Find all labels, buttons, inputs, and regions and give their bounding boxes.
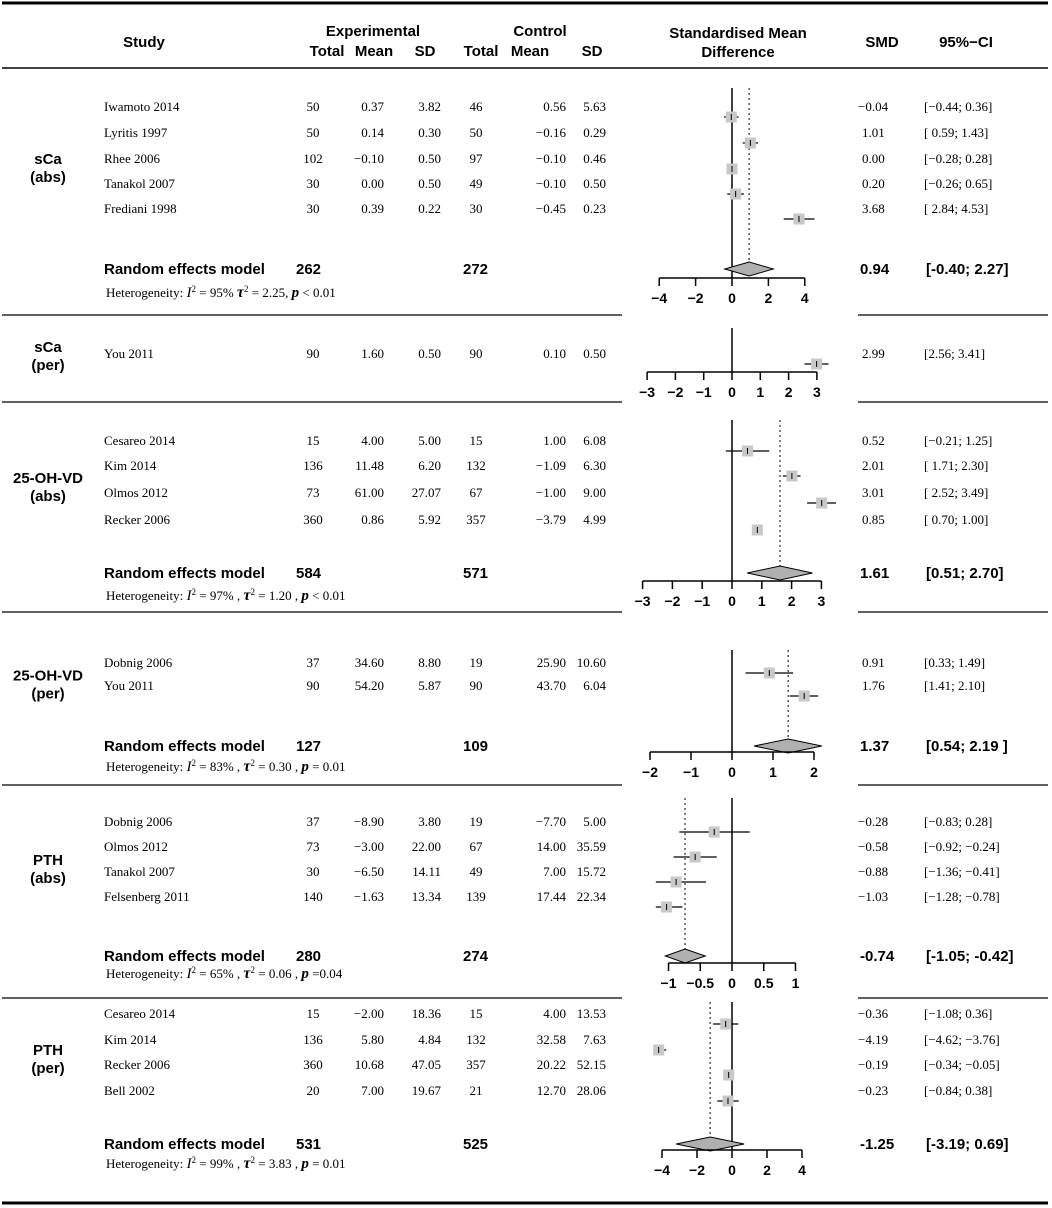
study-smd: 1.76 <box>862 678 885 693</box>
study-ci: [−1.36; −0.41] <box>924 864 1000 879</box>
study-name: Kim 2014 <box>104 458 157 473</box>
section-label: sCa <box>34 151 62 168</box>
ctl-sd: 6.08 <box>583 433 606 448</box>
heterogeneity: Heterogeneity: $I^2 = 65\%$ , $\tau^2 = 0.06$ , p =0.04 <box>106 965 343 982</box>
ctl-mean: −7.70 <box>535 814 566 829</box>
ctl-total: 357 <box>466 1057 486 1072</box>
exp-mean: 0.37 <box>361 99 384 114</box>
exp-mean: 61.00 <box>354 485 384 500</box>
study-name: Olmos 2012 <box>104 485 168 500</box>
pooled-diamond <box>754 739 822 753</box>
ctl-total: 97 <box>469 151 483 166</box>
study-smd: −0.58 <box>858 839 889 854</box>
header-exp-sd: SD <box>414 43 436 60</box>
exp-total: 73 <box>306 839 320 854</box>
exp-total: 15 <box>306 433 320 448</box>
ctl-total: 19 <box>469 814 483 829</box>
ctl-mean: −0.45 <box>535 201 566 216</box>
header-smd-title-2: Difference <box>701 44 775 61</box>
exp-sd: 5.00 <box>418 433 441 448</box>
study-name: Recker 2006 <box>104 1057 171 1072</box>
random-exp-total: 262 <box>296 261 322 278</box>
header-study: Study <box>123 34 165 51</box>
ctl-mean: 12.70 <box>536 1083 566 1098</box>
ctl-mean: 43.70 <box>536 678 566 693</box>
pooled-diamond <box>676 1137 744 1151</box>
x-tick-label: 0 <box>728 593 736 609</box>
ctl-mean: 0.56 <box>543 99 566 114</box>
study-smd: −0.36 <box>858 1006 889 1021</box>
section-sublabel: (abs) <box>30 488 66 505</box>
x-tick-label: 3 <box>817 593 826 609</box>
exp-mean: 1.60 <box>361 346 384 361</box>
random-smd: -0.74 <box>860 948 895 965</box>
exp-sd: 4.84 <box>418 1032 441 1047</box>
study-name: Recker 2006 <box>104 512 171 527</box>
exp-mean: −8.90 <box>353 814 384 829</box>
x-tick-label: 4 <box>800 290 809 306</box>
ctl-total: 67 <box>469 485 483 500</box>
random-exp-total: 584 <box>296 565 322 582</box>
study-name: Felsenberg 2011 <box>104 889 190 904</box>
study-ci: [−0.92; −0.24] <box>924 839 1000 854</box>
ctl-sd: 52.15 <box>576 1057 606 1072</box>
study-smd: 1.01 <box>862 125 885 140</box>
study-smd: −0.88 <box>858 864 889 879</box>
section-label: sCa <box>34 339 62 356</box>
study-ci: [−1.28; −0.78] <box>924 889 1000 904</box>
section-sublabel: (per) <box>31 357 65 374</box>
random-exp-total: 127 <box>296 738 322 755</box>
header-ci: 95%−CI <box>939 34 993 51</box>
study-name: You 2011 <box>104 346 154 361</box>
study-name: Iwamoto 2014 <box>104 99 180 114</box>
study-name: Tanakol 2007 <box>104 176 175 191</box>
study-ci: [ 0.70; 1.00] <box>924 512 989 527</box>
exp-sd: 0.50 <box>418 346 441 361</box>
x-tick-label: 0 <box>728 290 736 306</box>
ctl-mean: 17.44 <box>536 889 566 904</box>
study-name: Cesareo 2014 <box>104 1006 176 1021</box>
section-label: PTH <box>33 852 63 869</box>
x-tick-label: −1 <box>683 764 699 780</box>
header-experimental: Experimental <box>325 23 421 40</box>
exp-mean: 4.00 <box>361 433 384 448</box>
ctl-sd: 5.00 <box>583 814 606 829</box>
ctl-total: 67 <box>469 839 483 854</box>
ctl-total: 357 <box>466 512 486 527</box>
study-ci: [ 0.59; 1.43] <box>924 125 989 140</box>
exp-total: 136 <box>303 1032 323 1047</box>
x-tick-label: 0 <box>728 384 736 400</box>
header-ctl-sd: SD <box>581 43 603 60</box>
random-ctl-total: 272 <box>463 261 489 278</box>
exp-sd: 13.34 <box>411 889 441 904</box>
exp-mean: 0.86 <box>361 512 384 527</box>
x-tick-label: −2 <box>667 384 684 400</box>
ctl-mean: 14.00 <box>536 839 566 854</box>
study-ci: [ 2.52; 3.49] <box>924 485 989 500</box>
ctl-total: 49 <box>469 176 483 191</box>
study-ci: [1.41; 2.10] <box>924 678 986 693</box>
x-tick-label: 1 <box>756 384 765 400</box>
exp-total: 15 <box>306 1006 320 1021</box>
exp-mean: 10.68 <box>354 1057 384 1072</box>
ctl-sd: 4.99 <box>583 512 606 527</box>
x-tick-label: 4 <box>798 1162 806 1178</box>
ctl-mean: −0.10 <box>535 151 566 166</box>
study-smd: −0.19 <box>858 1057 889 1072</box>
study-name: Kim 2014 <box>104 1032 157 1047</box>
random-ctl-total: 274 <box>463 948 489 965</box>
ctl-total: 132 <box>466 1032 486 1047</box>
study-smd: 3.01 <box>862 485 885 500</box>
exp-total: 140 <box>303 889 323 904</box>
exp-total: 73 <box>306 485 320 500</box>
heterogeneity: Heterogeneity: $I^2 = 97\%$ , $\tau^2 = 1.20$ , p < 0.01 <box>106 587 346 604</box>
exp-sd: 14.11 <box>412 864 441 879</box>
study-smd: 2.99 <box>862 346 885 361</box>
ctl-sd: 5.63 <box>583 99 606 114</box>
ctl-mean: 7.00 <box>543 864 566 879</box>
exp-sd: 5.87 <box>418 678 441 693</box>
x-tick-label: 0.5 <box>754 975 774 991</box>
exp-mean: 0.14 <box>361 125 384 140</box>
exp-mean: 0.00 <box>361 176 384 191</box>
study-name: Tanakol 2007 <box>104 864 175 879</box>
ctl-sd: 6.30 <box>583 458 606 473</box>
exp-sd: 5.92 <box>418 512 441 527</box>
study-ci: [−4.62; −3.76] <box>924 1032 1000 1047</box>
x-tick-label: 0 <box>728 975 736 991</box>
x-tick-label: −3 <box>639 384 656 400</box>
exp-sd: 0.50 <box>418 151 441 166</box>
random-exp-total: 531 <box>296 1136 322 1153</box>
ctl-total: 21 <box>469 1083 483 1098</box>
study-name: Lyritis 1997 <box>104 125 168 140</box>
study-ci: [−0.21; 1.25] <box>924 433 993 448</box>
random-ci: [-0.40; 2.27] <box>926 261 1009 278</box>
section-label: 25-OH-VD <box>12 470 84 487</box>
study-smd: −0.04 <box>858 99 889 114</box>
random-ci: [0.54; 2.19 ] <box>926 738 1008 755</box>
ctl-sd: 7.63 <box>583 1032 606 1047</box>
exp-mean: 54.20 <box>354 678 384 693</box>
study-name: Cesareo 2014 <box>104 433 176 448</box>
study-ci: [−0.28; 0.28] <box>924 151 993 166</box>
ctl-sd: 0.46 <box>583 151 606 166</box>
random-smd: -1.25 <box>860 1136 895 1153</box>
ctl-sd: 28.06 <box>576 1083 606 1098</box>
exp-total: 37 <box>306 814 320 829</box>
ctl-sd: 35.59 <box>576 839 606 854</box>
ctl-mean: −1.00 <box>535 485 566 500</box>
x-tick-label: −1 <box>694 593 711 609</box>
ctl-mean: 0.10 <box>543 346 566 361</box>
study-ci: [0.33; 1.49] <box>924 655 986 670</box>
x-tick-label: −1 <box>695 384 712 400</box>
study-name: Frediani 1998 <box>104 201 177 216</box>
exp-total: 136 <box>303 458 323 473</box>
exp-sd: 27.07 <box>411 485 441 500</box>
exp-total: 30 <box>306 864 320 879</box>
random-ci: [-3.19; 0.69] <box>926 1136 1009 1153</box>
random-smd: 1.61 <box>860 565 890 582</box>
ctl-total: 15 <box>469 1006 483 1021</box>
header-exp-total: Total <box>309 43 345 60</box>
ctl-sd: 6.04 <box>583 678 606 693</box>
exp-mean: −3.00 <box>353 839 384 854</box>
ctl-total: 49 <box>469 864 483 879</box>
random-smd: 1.37 <box>860 738 890 755</box>
exp-total: 37 <box>306 655 320 670</box>
section-label: PTH <box>33 1042 63 1059</box>
ctl-sd: 0.50 <box>583 176 606 191</box>
heterogeneity: Heterogeneity: $I^2 = 95\%$ $\tau^2 = 2.25$, p < 0.01 <box>106 284 336 301</box>
study-name: Rhee 2006 <box>104 151 160 166</box>
x-tick-label: 1 <box>757 593 766 609</box>
ctl-sd: 9.00 <box>583 485 606 500</box>
ctl-total: 46 <box>469 99 483 114</box>
study-smd: −1.03 <box>858 889 889 904</box>
section-sublabel: (abs) <box>30 169 66 186</box>
exp-mean: −0.10 <box>353 151 384 166</box>
study-ci: [−0.34; −0.05] <box>924 1057 1000 1072</box>
study-name: Dobnig 2006 <box>104 814 173 829</box>
x-tick-label: 3 <box>813 384 821 400</box>
exp-sd: 3.80 <box>418 814 441 829</box>
random-ci: [0.51; 2.70] <box>926 565 1004 582</box>
x-tick-label: 2 <box>763 1162 771 1178</box>
ctl-total: 90 <box>469 346 483 361</box>
section-label: 25-OH-VD <box>12 667 84 685</box>
heterogeneity: Heterogeneity: $I^2 = 83\%$ , $\tau^2 = 0.30$ , p = 0.01 <box>106 758 346 775</box>
study-name: You 2011 <box>104 678 154 693</box>
exp-sd: 8.80 <box>418 655 441 670</box>
exp-mean: −2.00 <box>353 1006 384 1021</box>
ctl-sd: 15.72 <box>576 864 606 879</box>
ctl-sd: 0.50 <box>583 346 606 361</box>
pooled-diamond <box>747 566 812 580</box>
study-smd: 2.01 <box>862 458 885 473</box>
heterogeneity: Heterogeneity: $I^2 = 99\%$ , $\tau^2 = 3.83$ , p = 0.01 <box>106 1155 346 1172</box>
ctl-mean: 20.22 <box>536 1057 566 1072</box>
header-ctl-total: Total <box>463 43 499 60</box>
header-control: Control <box>513 23 567 40</box>
study-smd: 0.85 <box>862 512 885 527</box>
random-exp-total: 280 <box>296 948 322 965</box>
exp-sd: 0.30 <box>418 125 441 140</box>
random-ctl-total: 109 <box>463 738 489 755</box>
x-tick-label: −2 <box>687 290 704 306</box>
random-label: Random effects model <box>104 738 265 755</box>
study-smd: 0.00 <box>862 151 885 166</box>
study-ci: [−0.44; 0.36] <box>924 99 993 114</box>
ctl-total: 139 <box>466 889 486 904</box>
study-smd: −0.28 <box>858 814 889 829</box>
ctl-total: 90 <box>469 678 483 693</box>
ctl-sd: 0.29 <box>583 125 606 140</box>
sections-group <box>2 88 1048 1178</box>
study-ci: [−0.84; 0.38] <box>924 1083 993 1098</box>
study-smd: 0.20 <box>862 176 885 191</box>
exp-total: 30 <box>306 176 320 191</box>
x-tick-label: 2 <box>764 290 773 306</box>
x-tick-label: −0.5 <box>686 975 715 991</box>
ctl-total: 15 <box>469 433 483 448</box>
x-tick-label: 2 <box>787 593 796 609</box>
ctl-sd: 13.53 <box>576 1006 606 1021</box>
exp-mean: 7.00 <box>361 1083 384 1098</box>
x-tick-label: 1 <box>791 975 800 991</box>
random-label: Random effects model <box>104 948 265 965</box>
ctl-sd: 22.34 <box>576 889 606 904</box>
exp-total: 50 <box>306 99 320 114</box>
random-ctl-total: 525 <box>463 1136 489 1153</box>
study-ci: [2.56; 3.41] <box>924 346 986 361</box>
exp-total: 50 <box>306 125 320 140</box>
ctl-mean: 1.00 <box>543 433 566 448</box>
random-label: Random effects model <box>104 261 265 278</box>
header-smd: SMD <box>865 34 899 51</box>
exp-sd: 0.50 <box>418 176 441 191</box>
exp-mean: −1.63 <box>353 889 384 904</box>
exp-total: 102 <box>303 151 323 166</box>
study-smd: 0.52 <box>862 433 885 448</box>
exp-mean: 11.48 <box>355 458 384 473</box>
x-tick-label: −4 <box>651 290 668 306</box>
ctl-mean: −0.10 <box>535 176 566 191</box>
header-exp-mean: Mean <box>354 43 394 60</box>
exp-sd: 22.00 <box>411 839 441 854</box>
header-ctl-mean: Mean <box>510 43 550 60</box>
exp-mean: −6.50 <box>353 864 384 879</box>
study-name: Dobnig 2006 <box>104 655 173 670</box>
study-ci: [−0.26; 0.65] <box>924 176 993 191</box>
study-ci: [ 1.71; 2.30] <box>924 458 989 473</box>
x-tick-label: −2 <box>642 764 658 780</box>
exp-sd: 18.36 <box>411 1006 441 1021</box>
x-tick-label: −4 <box>654 1162 670 1178</box>
section-sublabel: (abs) <box>30 870 66 887</box>
x-tick-label: −2 <box>689 1162 705 1178</box>
study-name: Olmos 2012 <box>104 839 168 854</box>
random-label: Random effects model <box>104 1136 265 1153</box>
ctl-mean: 32.58 <box>536 1032 566 1047</box>
exp-total: 20 <box>306 1083 320 1098</box>
ctl-mean: 25.90 <box>536 655 566 670</box>
x-tick-label: 2 <box>784 384 793 400</box>
random-label: Random effects model <box>104 565 265 582</box>
x-tick-label: 0 <box>728 764 736 780</box>
exp-total: 360 <box>303 512 323 527</box>
study-smd: 3.68 <box>862 201 885 216</box>
ctl-mean: −3.79 <box>535 512 566 527</box>
ctl-mean: −0.16 <box>535 125 566 140</box>
exp-total: 90 <box>306 346 320 361</box>
random-ci: [-1.05; -0.42] <box>926 948 1014 965</box>
study-ci: [ 2.84; 4.53] <box>924 201 989 216</box>
exp-sd: 47.05 <box>411 1057 441 1072</box>
ctl-total: 19 <box>469 655 483 670</box>
x-tick-label: −2 <box>664 593 681 609</box>
exp-sd: 6.20 <box>418 458 441 473</box>
x-tick-label: 1 <box>769 764 777 780</box>
study-smd: 0.91 <box>862 655 885 670</box>
study-smd: −4.19 <box>858 1032 889 1047</box>
study-ci: [−1.08; 0.36] <box>924 1006 993 1021</box>
exp-mean: 0.39 <box>361 201 384 216</box>
study-smd: −0.23 <box>858 1083 889 1098</box>
header-smd-title-1: Standardised Mean <box>669 25 807 42</box>
ctl-total: 132 <box>466 458 486 473</box>
pooled-diamond <box>665 949 705 963</box>
exp-total: 360 <box>303 1057 323 1072</box>
ctl-mean: −1.09 <box>535 458 566 473</box>
x-tick-label: 0 <box>728 1162 736 1178</box>
exp-sd: 19.67 <box>411 1083 441 1098</box>
study-ci: [−0.83; 0.28] <box>924 814 993 829</box>
exp-sd: 3.82 <box>418 99 441 114</box>
random-ctl-total: 571 <box>463 565 489 582</box>
exp-mean: 5.80 <box>361 1032 384 1047</box>
ctl-total: 50 <box>469 125 483 140</box>
exp-mean: 34.60 <box>354 655 384 670</box>
random-smd: 0.94 <box>860 261 890 278</box>
ctl-sd: 10.60 <box>576 655 606 670</box>
x-tick-label: −1 <box>660 975 677 991</box>
x-tick-label: −3 <box>634 593 651 609</box>
ctl-mean: 4.00 <box>543 1006 566 1021</box>
x-tick-label: 2 <box>810 764 818 780</box>
ctl-sd: 0.23 <box>583 201 606 216</box>
section-sublabel: (per) <box>31 1060 65 1077</box>
ctl-total: 30 <box>469 201 483 216</box>
exp-total: 90 <box>306 678 320 693</box>
section-sublabel: (per) <box>31 685 65 703</box>
exp-total: 30 <box>306 201 320 216</box>
exp-sd: 0.22 <box>418 201 441 216</box>
study-name: Bell 2002 <box>104 1083 155 1098</box>
